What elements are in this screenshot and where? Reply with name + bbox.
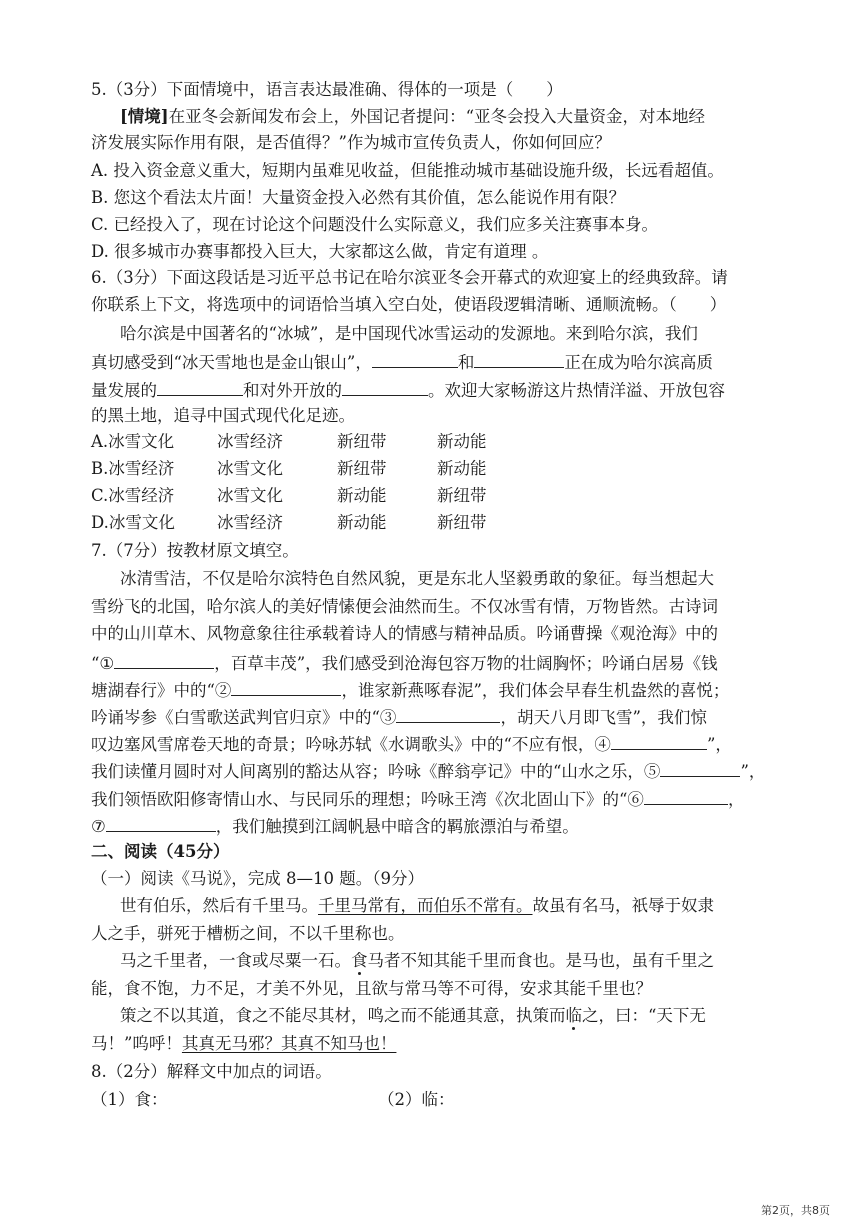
q6-stem-line1: 6.（3分）下面这段话是习近平总书记在哈尔滨亚冬会开幕式的欢迎宴上的经典致辞。请 [91,268,728,287]
q6-blank-2[interactable] [474,349,564,368]
q6-blank-3[interactable] [157,377,243,396]
q6-para-line2 [91,349,713,375]
q8-item-1: （1）食： [91,1090,168,1109]
q6-opt-d-3: 新动能 [337,513,387,532]
q7-l9a: 我们领悟欧阳修寄情山水、与民同乐的理想；吟咏王湾《次北固山下》的“⑥ [91,790,644,809]
q7-line10 [91,813,579,839]
section2-title: 二、阅读（45分） [91,842,230,861]
passage-p1-line1 [120,894,714,918]
q7-line6 [91,704,707,730]
q7-l6b: ，胡天八月即飞雪”，我们惊 [500,708,707,727]
q7-l4a: “① [91,654,115,673]
q6-opt-c-1: C.冰雪经济 [91,486,175,505]
q5-option-a: A. 投入资金意义重大，短期内虽难见收益，但能推动城市基础设施升级，长远看超值。 [91,161,724,180]
q5-context-text1: 在亚冬会新闻发布会上，外国记者提问：“亚冬会投入大量资金，对本地经 [168,107,706,126]
q6-para-l3b: 和对外开放的 [243,381,342,400]
q6-opt-c-4: 新纽带 [437,486,487,505]
q5-option-d: D. 很多城市办赛事都投入巨大，大家都这么做，肯定有道理 。 [91,242,549,261]
q7-l7b: ”， [706,735,732,754]
q6-para-l3a: 量发展的 [91,381,157,400]
q7-l6a: 吟诵岑参《白雪歌送武判官归京》中的“③ [91,708,397,727]
q5-context-tag: [情境] [120,107,169,126]
q6-opt-d-2: 冰雪经济 [217,513,283,532]
passage-p3-line2 [91,1032,396,1056]
q6-opt-b-4: 新动能 [437,459,487,478]
section2-subtitle: （一）阅读《马说》，完成 8—10 题。（9分） [91,869,424,888]
q7-l7a: 叹边塞风雪席卷天地的奇景；吟咏苏轼《水调歌头》中的“不应有恨，④ [91,735,611,754]
passage-p1-line2: 人之手，骈死于槽枥之间，不以千里称也。 [91,924,405,943]
q7-l9b: ， [727,790,745,809]
q7-blank-3[interactable] [396,704,500,723]
page-number: 第2页，共8页 [761,1204,830,1217]
q7-l5a: 塘湖春行》中的“② [91,681,232,700]
passage-p2-line2: 能，食不饱，力不足，才美不外见，且欲与常马等不可得，安求其能千里也？ [91,979,652,998]
q6-option-a [91,430,487,454]
q8-item-2: （2）临： [378,1090,455,1109]
passage-p1-b: 故虽有名马，祇辱于奴隶 [532,896,714,915]
q6-opt-c-2: 冰雪文化 [217,486,283,505]
q5-stem: 5.（3分）下面情境中，语言表达最准确、得体的一项是（ ） [91,80,563,99]
q6-opt-b-2: 冰雪文化 [217,459,283,478]
q5-option-b: B. 您这个看法太片面！大量资金投入必然有其价值，怎么能说作用有限？ [91,188,626,207]
passage-p2-a: 马之千里者，一食或尽粟一石。 [120,951,351,970]
q7-l10a: ⑦ [91,817,106,836]
q6-blank-4[interactable] [342,377,428,396]
q7-stem: 7.（7分）按教材原文填空。 [91,541,299,560]
q7-l8b: ”， [740,762,766,781]
q6-blank-1[interactable] [372,349,458,368]
q5-context-line2: 济发展实际作用有限，是否值得？”作为城市宣传负责人，你如何回应？ [91,133,611,152]
q6-option-c [91,484,487,508]
q6-option-b [91,457,487,481]
passage-p3-b: 之，曰：“天下无 [582,1006,706,1025]
passage-p1-a: 世有伯乐，然后有千里马。 [120,896,318,915]
q6-para-line4: 的黑土地，追寻中国式现代化足迹。 [91,406,355,425]
q7-blank-2[interactable] [231,677,341,696]
q6-opt-a-4: 新动能 [437,432,487,451]
q7-line1: 冰清雪洁，不仅是哈尔滨特色自然风貌，更是东北人坚毅勇敢的象征。每当想起大 [120,569,714,588]
q8-stem: 8.（2分）解释文中加点的词语。 [91,1062,332,1081]
passage-p2-line1 [120,949,714,973]
passage-p1-underlined: 千里马常有，而伯乐不常有。 [318,896,533,915]
q7-blank-7[interactable] [106,813,216,832]
passage-dotted-lin: 临 [565,1006,582,1025]
passage-dotted-shi: 食 [351,951,368,970]
q6-option-d [91,511,487,535]
q7-line2: 雪纷飞的北国，哈尔滨人的美好情愫便会油然而生。不仅冰雪有情，万物皆然。古诗词 [91,597,718,616]
q6-para-line1: 哈尔滨是中国著名的“冰城”，是中国现代冰雪运动的发源地。来到哈尔滨，我们 [120,324,698,343]
q7-l8a: 我们读懂月圆时对人间离别的豁达从容；吟咏《醉翁亭记》中的“山水之乐，⑤ [91,762,661,781]
q6-opt-d-4: 新纽带 [437,513,487,532]
q7-line9 [91,786,744,812]
q6-opt-a-3: 新纽带 [337,432,387,451]
q7-line5 [91,677,729,703]
q6-para-l2b: 和 [457,353,475,372]
q6-stem-line2: 你联系上下文，将选项中的词语恰当填入空白处，使语段逻辑清晰、通顺流畅。（ ） [91,295,727,314]
q7-line7 [91,731,732,757]
q6-opt-c-3: 新动能 [337,486,387,505]
q6-opt-b-1: B.冰雪经济 [91,459,175,478]
q6-para-line3 [91,377,725,403]
passage-p2-b: 马者不知其能千里而食也。是马也，虽有千里之 [367,951,714,970]
q6-para-l3c: 。欢迎大家畅游这片热情洋溢、开放包容 [428,381,725,400]
passage-p3-line1 [120,1004,706,1028]
q7-line8 [91,758,765,784]
q6-opt-a-1: A.冰雪文化 [91,432,175,451]
q7-line4 [91,650,718,676]
q7-l5b: ，谁家新燕啄春泥”，我们体会早春生机盎然的喜悦； [341,681,730,700]
q7-l10b: ，我们触摸到江阔帆悬中暗含的羁旅漂泊与希望。 [215,817,579,836]
q7-blank-1[interactable] [114,650,214,669]
q7-blank-5[interactable] [660,758,740,777]
q5-context-line1 [120,105,705,129]
passage-p3-a: 策之不以其道，食之不能尽其材，鸣之而不能通其意，执策而 [120,1006,566,1025]
q7-line3: 中的山川草木、风物意象往往承载着诗人的情感与精神品质。吟诵曹操《观沧海》中的 [91,624,718,643]
passage-p3-l2a: 马！”呜呼！ [91,1034,182,1053]
passage-p3-underlined: 其真无马邪？其真不知马也！ [181,1034,397,1053]
q6-para-l2c: 正在成为哈尔滨高质 [564,353,713,372]
q6-opt-a-2: 冰雪经济 [217,432,283,451]
q6-opt-b-3: 新纽带 [337,459,387,478]
q7-blank-6[interactable] [644,786,728,805]
q6-opt-d-1: D.冰雪文化 [91,513,175,532]
q7-l4b: ，百草丰茂”，我们感受到沧海包容万物的壮阔胸怀；吟诵白居易《钱 [214,654,718,673]
q5-option-c: C. 已经投入了，现在讨论这个问题没什么实际意义，我们应多关注赛事本身。 [91,215,659,234]
q6-para-l2a: 真切感受到“冰天雪地也是金山银山”， [91,353,372,372]
q7-blank-4[interactable] [611,731,707,750]
